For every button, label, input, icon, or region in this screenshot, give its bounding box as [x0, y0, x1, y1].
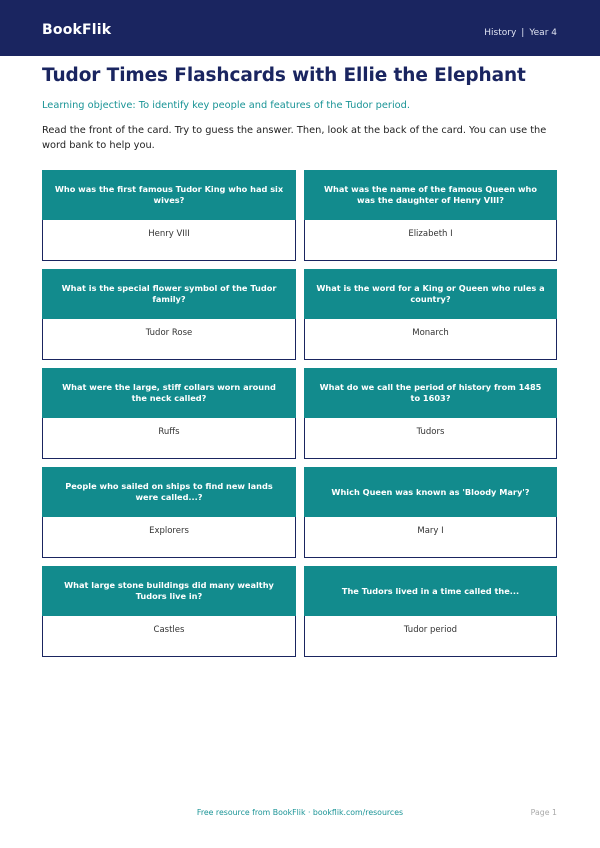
flashcard-back: Mary I: [304, 517, 557, 558]
breadcrumb-year[interactable]: Year 4: [529, 28, 557, 38]
flashcard-front: The Tudors lived in a time called the...: [304, 566, 557, 616]
flashcard-front: People who sailed on ships to find new lands were called...?: [42, 467, 296, 517]
flashcard-back: Elizabeth I: [304, 220, 557, 261]
flashcard-back: Tudors: [304, 418, 557, 459]
flashcard-back: Henry VIII: [42, 220, 296, 261]
top-bar: [0, 0, 600, 56]
flashcard-front: What large stone buildings did many wealthy Tudors live in?: [42, 566, 296, 616]
breadcrumb-separator: |: [521, 28, 525, 38]
flashcard-back: Monarch: [304, 319, 557, 360]
flashcard-front: What was the name of the famous Queen who was the daughter of Henry VIII?: [304, 170, 557, 220]
page-title: Tudor Times Flashcards with Ellie the Elephant: [42, 65, 526, 86]
flashcard-back: Castles: [42, 616, 296, 657]
flashcard-grid: [42, 170, 557, 657]
footer-credit[interactable]: Free resource from BookFlik · bookflik.com/resources: [196, 808, 404, 817]
flashcard[interactable]: [304, 170, 557, 261]
flashcard-back: Tudor period: [304, 616, 557, 657]
flashcard-front: Who was the first famous Tudor King who had six wives?: [42, 170, 296, 220]
flashcard[interactable]: [304, 566, 557, 657]
flashcard[interactable]: [42, 269, 296, 360]
flashcard[interactable]: [304, 368, 557, 459]
flashcard[interactable]: [42, 566, 296, 657]
flashcard-back: Tudor Rose: [42, 319, 296, 360]
learning-objective: Learning objective: To identify key people and features of the Tudor period.: [42, 100, 411, 111]
flashcard[interactable]: [42, 368, 296, 459]
flashcard[interactable]: [42, 467, 296, 558]
flashcard[interactable]: [304, 467, 557, 558]
flashcard-back: Ruffs: [42, 418, 296, 459]
flashcard-front: What is the special flower symbol of the Tudor family?: [42, 269, 296, 319]
flashcard-front: What do we call the period of history from 1485 to 1603?: [304, 368, 557, 418]
flashcard[interactable]: [304, 269, 557, 360]
instructions: Read the front of the card. Try to guess the answer. Then, look at the back of the card. You can use the word bank to help you.: [42, 125, 547, 151]
flashcard[interactable]: [42, 170, 296, 261]
brand-logo[interactable]: BookFlik: [42, 22, 112, 38]
breadcrumb-subject[interactable]: History: [484, 28, 517, 38]
flashcard-front: Which Queen was known as 'Bloody Mary'?: [304, 467, 557, 517]
breadcrumb: [484, 28, 557, 38]
page-number: Page 1: [530, 808, 557, 817]
flashcard-front: What is the word for a King or Queen who rules a country?: [304, 269, 557, 319]
flashcard-front: What were the large, stiff collars worn around the neck called?: [42, 368, 296, 418]
flashcard-back: Explorers: [42, 517, 296, 558]
